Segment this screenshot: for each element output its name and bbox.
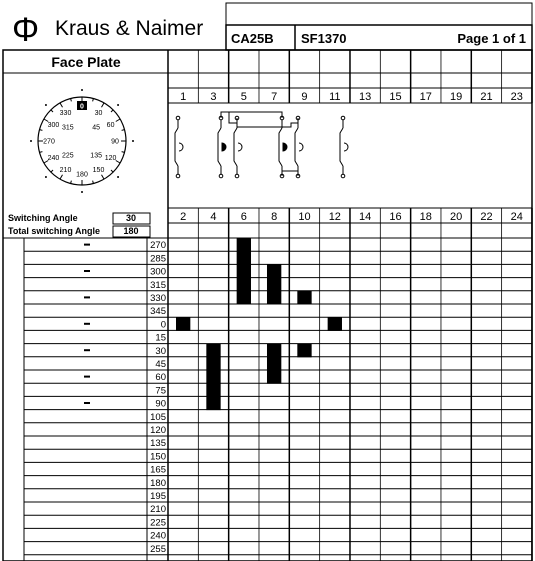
dial-tick [60,175,63,179]
position-angle-label: 255 [150,543,166,555]
face-plate-title: Face Plate [51,54,121,70]
dial-dot [30,140,32,142]
position-angle-label: 0 [160,319,166,331]
terminal-node [341,174,345,178]
total-switching-angle-label: Total switching Angle [8,226,100,236]
contact-closed-cell [206,383,220,397]
contact-mark [344,143,348,151]
contact-mark [222,143,226,151]
contact-closed-cell [328,317,342,331]
dial-dot [45,104,47,106]
dial-angle-label: 225 [62,152,74,160]
terminal-top-label: 1 [180,91,187,103]
contact-closed-cell [267,357,281,371]
terminal-top-label: 15 [389,91,402,103]
face-plate-dial [30,89,134,193]
terminal-bottom-label: 2 [180,211,187,223]
position-angle-label: 135 [150,438,166,450]
position-angle-label: 45 [155,359,166,370]
contact-mark [283,143,287,151]
contact-closed-cell [267,278,281,292]
position-angle-label: 120 [150,425,166,436]
dial-tick [102,103,105,107]
dial-angle-label: 90 [111,138,119,146]
dial-angle-label: 240 [47,155,60,162]
contact-closed-cell [267,370,281,384]
dial-angle-label: 180 [76,171,88,179]
terminal-bottom-label: 20 [450,211,463,223]
bridge-wire [237,118,298,127]
dial-angle-label: 150 [92,167,105,175]
dial-dot [45,176,47,178]
position-angle-label: 75 [155,385,166,397]
page-indicator: Page 1 of 1 [457,31,526,46]
terminal-top-label: 21 [480,91,493,103]
position-angle-label: 240 [150,530,166,542]
contact-closed-cell [237,291,251,305]
switching-angle-label: Switching Angle [8,213,78,223]
dial-dot [132,140,134,142]
terminal-top-label: 11 [329,91,341,103]
contact-closed-cell [237,251,251,265]
contact-blade [234,128,237,166]
contact-closed-cell [297,291,311,305]
dial-angle-label: 60 [106,122,115,129]
position-angle-label: 15 [155,332,166,344]
contact-mark [179,143,183,151]
contact-closed-cell [267,291,281,305]
terminal-top-label: 17 [419,91,432,103]
dial-start-label: 0 [80,103,84,111]
position-angle-label: 315 [150,279,166,291]
terminal-bottom-label: 4 [210,211,217,223]
dial-tick [111,170,113,172]
terminal-node [219,174,223,178]
dial-angle-label: 315 [62,124,74,132]
position-angle-label: 285 [150,253,166,265]
terminal-bottom-label: 22 [480,211,493,223]
contact-closed-cell [267,344,281,358]
position-angle-label: 225 [150,517,166,529]
contact-closed-cell [237,278,251,292]
position-angle-label: 60 [155,372,166,384]
dial-angle-label: 300 [47,122,60,129]
contact-blade [218,128,221,166]
contact-closed-cell [206,357,220,371]
total-switching-angle-value: 180 [123,226,139,236]
terminal-bottom-label: 8 [271,211,278,223]
terminal-grid [168,50,532,561]
terminal-bottom-label: 10 [298,211,311,223]
position-angle-label: 270 [150,240,166,252]
position-angle-label: 105 [150,411,166,423]
contact-blade [295,128,298,166]
terminal-top-label: 23 [510,91,523,103]
contact-blade [340,128,343,166]
position-angle-label: 300 [150,266,166,278]
terminal-node [176,116,180,120]
terminal-top-label: 13 [359,91,372,103]
switching-angle-value: 30 [125,213,137,223]
bridge-wire [221,112,237,123]
terminal-top-label: 7 [271,91,278,103]
dial-tick [60,103,63,107]
contact-schematic [175,112,348,178]
dial-angle-label: 135 [90,152,102,160]
terminal-node [341,116,345,120]
dial-dot [117,176,119,178]
brand-logo-symbol: Φ [12,11,40,49]
position-angle-label: 180 [150,477,166,489]
position-angle-label: 345 [150,306,166,318]
header [12,3,532,50]
terminal-top-label: 19 [450,91,463,103]
terminal-bottom-label: 24 [510,211,523,223]
model-number: CA25B [231,31,274,46]
dial-angle-label: 330 [59,109,72,117]
contact-closed-cell [206,396,220,410]
position-angle-label: 165 [150,464,166,476]
position-angle-label: 90 [155,398,166,410]
terminal-node [176,174,180,178]
switching-table [3,238,532,561]
position-angle-label: 330 [150,293,166,304]
position-angle-label: 210 [150,504,166,516]
dial-angle-label: 270 [43,138,55,146]
dial-tick [51,110,53,112]
contact-closed-cell [176,317,190,331]
dial-tick [116,119,120,122]
contact-closed-cell [237,264,251,278]
position-angle-label: 195 [150,491,166,502]
terminal-bottom-label: 14 [359,211,372,223]
contact-blade [175,128,178,166]
dial-angle-label: 45 [92,124,101,132]
switching-angle-info [8,213,150,237]
contact-blade [279,128,282,166]
terminal-bottom-label: 6 [240,211,247,223]
drawing-number: SF1370 [301,31,347,46]
dial-angle-label: 210 [59,167,72,175]
dial-tick [111,110,113,112]
dial-dot [81,191,83,193]
terminal-bottom-label: 18 [419,211,432,223]
contact-closed-cell [206,344,220,358]
terminal-top-label: 3 [210,91,217,103]
contact-closed-cell [237,238,251,252]
contact-mark [238,143,242,151]
dial-dot [81,89,83,91]
contact-closed-cell [297,344,311,358]
dial-tick [102,175,105,179]
dial-angle-label: 120 [104,155,117,162]
dial-dot [117,104,119,106]
contact-mark [299,143,303,151]
brand-name: Kraus & Naimer [55,17,204,40]
position-angle-label: 150 [150,451,166,463]
terminal-node [235,174,239,178]
contact-closed-cell [267,264,281,278]
dial-tick [51,170,53,172]
terminal-top-label: 9 [301,91,308,103]
terminal-bottom-label: 16 [389,211,402,223]
bridge-wire [282,171,298,176]
position-angle-label: 30 [155,345,166,357]
dial-angle-label: 30 [94,109,103,117]
terminal-bottom-label: 12 [328,211,341,223]
terminal-top-label: 5 [240,91,247,103]
contact-closed-cell [206,370,220,384]
